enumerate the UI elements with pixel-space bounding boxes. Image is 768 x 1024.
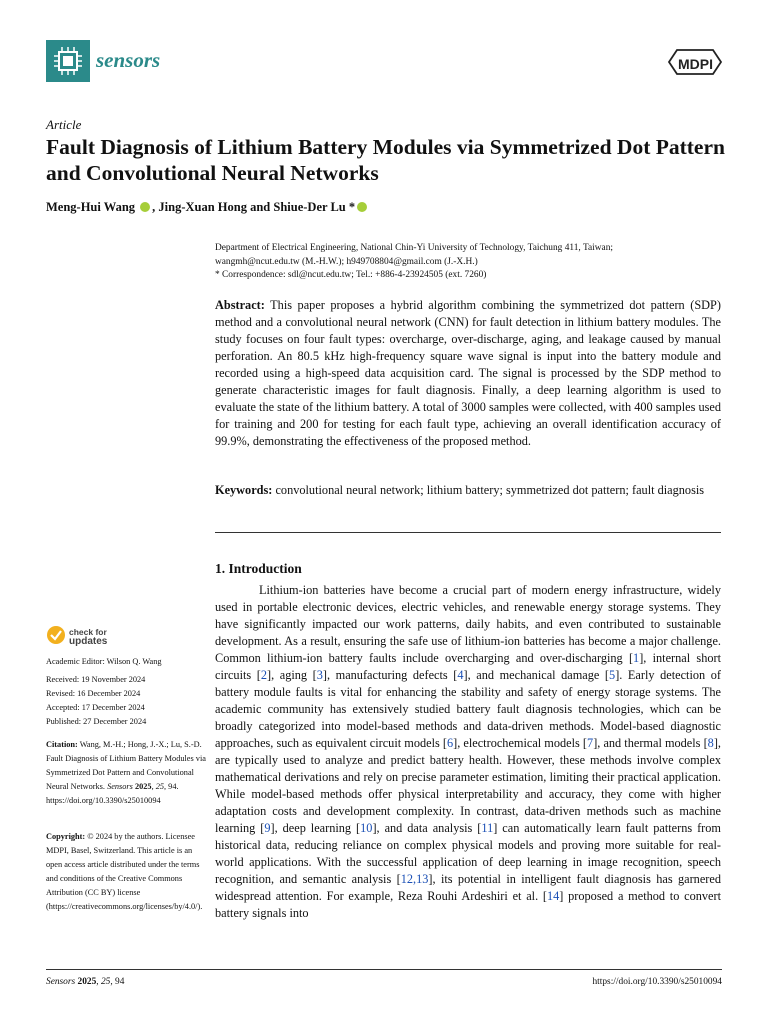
check-for-label: check for — [69, 627, 107, 637]
footer-article-no: , 94 — [110, 977, 125, 987]
citation-link[interactable]: 11 — [481, 821, 494, 835]
affiliation-line: Department of Electrical Engineering, National Chin-Yi University of Technology, Taichung 411, Taiwan; — [215, 243, 614, 253]
body-text-span: ] can automatically learn fault patterns from historical data, reducing reliance on complex physical models and proving more suitable for real-world applications. With the successful application of deep learning in image recognition, speech recognition, and semantic analysis [ — [215, 821, 721, 886]
publication-dates — [46, 673, 206, 729]
introduction-paragraph — [215, 582, 721, 922]
footer-journal-ref: Sensors 2025, 25, 94 — [46, 977, 125, 987]
copyright-block — [46, 830, 206, 914]
body-text-span: ], and thermal models [ — [593, 736, 708, 750]
citation-link[interactable]: 7 — [587, 736, 594, 750]
abstract — [215, 297, 721, 450]
footer-journal: Sensors — [46, 977, 76, 987]
received-date: Received: 19 November 2024 — [46, 675, 146, 684]
citation-block: Citation: Wang, M.-H.; Hong, J.-X.; Lu, S.-D. Fault Diagnosis of Lithium Battery Modules via Symmetrized Dot Pattern and Convolutional Neural Networks. Sensors 2025, 25, 94. https://doi.org/10.3390/s25010094 — [46, 740, 206, 805]
citation-text: Wang, M.-H.; Hong, J.-X.; Lu, S.-D. Fault Diagnosis of Lithium Battery Modules via Symmetrized Dot Pattern and Convolutional Neural Networks. — [46, 740, 206, 791]
keywords-label: Keywords: — [215, 483, 273, 497]
body-text-span: ], its potential in intelligent fault diagnosis has garnered widespread attention. For example, Reza Rouhi Ardeshiri et al. [ — [215, 872, 721, 903]
citation-link[interactable]: 1 — [633, 651, 640, 665]
citation-journal: Sensors — [107, 782, 133, 791]
academic-editor: Academic Editor: Wilson Q. Wang — [46, 657, 162, 666]
accepted-date: Accepted: 17 December 2024 — [46, 703, 145, 712]
keywords — [215, 482, 721, 499]
author-names: , Jing-Xuan Hong and Shiue-Der Lu * — [152, 200, 356, 214]
orcid-icon[interactable] — [357, 202, 367, 212]
body-text-span: ], internal short circuits [ — [215, 651, 722, 682]
citation-link[interactable]: 4 — [457, 668, 464, 682]
body-text-span: ], are typically used to analyze and predict battery health. However, these methods involve complex mathematical derivations and rely on precise parameter estimation, limiting their practical application. While model-based methods offer physical interpretability and accuracy, they come with higher adaptation costs and development complexity. In contrast, data-driven methods such as machine learning [ — [215, 736, 721, 835]
abstract-text: This paper proposes a hybrid algorithm combining the symmetrized dot pattern (SDP) method and a convolutional neural network (CNN) for fault detection in lithium battery modules. The study focuses on four fault types: overcharge, over-discharge, aging, and leakage caused by manual perforation. An 80.5 kHz high-frequency square wave signal is input into the battery module and recorded using a high-speed data acquisition card. The signal is processed by the SDP method to generate characteristic images for fault diagnosis. Finally, a deep learning algorithm is used to evaluate the state of the lithium battery. A total of 3000 samples were collected, with 400 samples used for training and 200 for testing for each fault type, achieving an overall identification accuracy of 99.9%, demonstrating the effectiveness of the proposed method. — [215, 298, 721, 448]
body-text-span: ], aging [ — [267, 668, 317, 682]
citation-volume: 25 — [155, 782, 165, 791]
paper-title: Fault Diagnosis of Lithium Battery Modules via Symmetrized Dot Pattern and Convolutional Neural Networks — [46, 135, 725, 185]
body-text-span: ] proposed a method to convert battery signals into — [215, 889, 721, 920]
footer-divider — [46, 969, 722, 970]
updates-label: updates — [69, 636, 108, 647]
citation-link[interactable]: 8 — [707, 736, 714, 750]
body-text-span: ]. Early detection of battery module faults is vital for enhancing the stability and safety of energy storage systems. The academic community has extensively studied battery fault diagnosis technologies, which can be broadly categorized into model-based methods and data-driven methods. Model-based diagnostic approaches, such as equivalent circuit models [ — [215, 668, 721, 750]
journal-logo — [46, 40, 90, 82]
divider — [215, 532, 721, 533]
body-text-span: ], electrochemical models [ — [453, 736, 588, 750]
author-name: Meng-Hui Wang — [46, 200, 136, 214]
orcid-icon[interactable] — [140, 202, 150, 212]
citation-doi[interactable]: , 94. https://doi.org/10.3390/s25010094 — [46, 782, 179, 805]
abstract-label: Abstract: — [215, 298, 265, 312]
check-for-updates[interactable] — [69, 627, 107, 647]
chip-icon — [46, 40, 90, 82]
body-text-span: ], deep learning [ — [270, 821, 361, 835]
keywords-text: convolutional neural network; lithium battery; symmetrized dot pattern; fault diagnosis — [275, 483, 705, 497]
article-type: Article — [46, 117, 82, 132]
citation-link[interactable]: 9 — [264, 821, 271, 835]
check-for-updates-icon[interactable] — [46, 625, 66, 645]
copyright-label: Copyright: — [46, 832, 86, 841]
body-text-span: ], and data analysis [ — [372, 821, 482, 835]
footer-volume: 25 — [100, 977, 111, 987]
body-text-span: Lithium-ion batteries have become a crucial part of modern energy infrastructure, widely used in portable electronic devices, electric vehicles, and renewable energy storage systems. They have significantly impacted our work patterns, daily habits, and even contributed to sustainable development. As a result, ensuring the safe use of lithium-ion batteries has become a major challenge. Common lithium-ion battery faults include overcharging and over-discharging [ — [215, 583, 721, 665]
publisher-logo-text: MDPI — [678, 56, 713, 72]
body-text-span: ], and mechanical damage [ — [463, 668, 610, 682]
citation-link[interactable]: 2 — [260, 668, 268, 682]
author-list — [46, 200, 369, 215]
citation-year: 2025 — [134, 782, 152, 791]
correspondence: * Correspondence: sdl@ncut.edu.tw; Tel.: +886-4-23924505 (ext. 7260) — [215, 270, 487, 280]
citation-label: Citation: — [46, 740, 78, 749]
citation-link[interactable]: 6 — [446, 736, 454, 750]
affiliation-emails: wangmh@ncut.edu.tw (M.-H.W.); h949708804@gmail.com (J.-X.H.) — [215, 256, 478, 267]
section-heading: 1. Introduction — [215, 561, 302, 576]
journal-name[interactable]: sensors — [96, 48, 161, 72]
citation-link[interactable]: 5 — [609, 668, 616, 682]
copyright-text: © 2024 by the authors. Licensee MDPI, Basel, Switzerland. This article is an open access article distributed under the terms and conditions of the Creative Commons Attribution (CC BY) license (https://creativecommons.org/licenses/by/4.0/). — [46, 832, 203, 911]
footer-doi[interactable]: https://doi.org/10.3390/s25010094 — [592, 977, 722, 987]
published-date: Published: 27 December 2024 — [46, 717, 147, 726]
citation-link[interactable]: 3 — [316, 668, 323, 682]
affiliation — [215, 242, 735, 283]
citation-link[interactable]: 12,13 — [400, 872, 429, 886]
footer-year: 2025 — [77, 977, 97, 987]
body-text-span: ], manufacturing defects [ — [322, 668, 458, 682]
revised-date: Revised: 16 December 2024 — [46, 689, 141, 698]
citation-link[interactable]: 14 — [546, 889, 560, 903]
citation-link[interactable]: 10 — [360, 821, 373, 835]
